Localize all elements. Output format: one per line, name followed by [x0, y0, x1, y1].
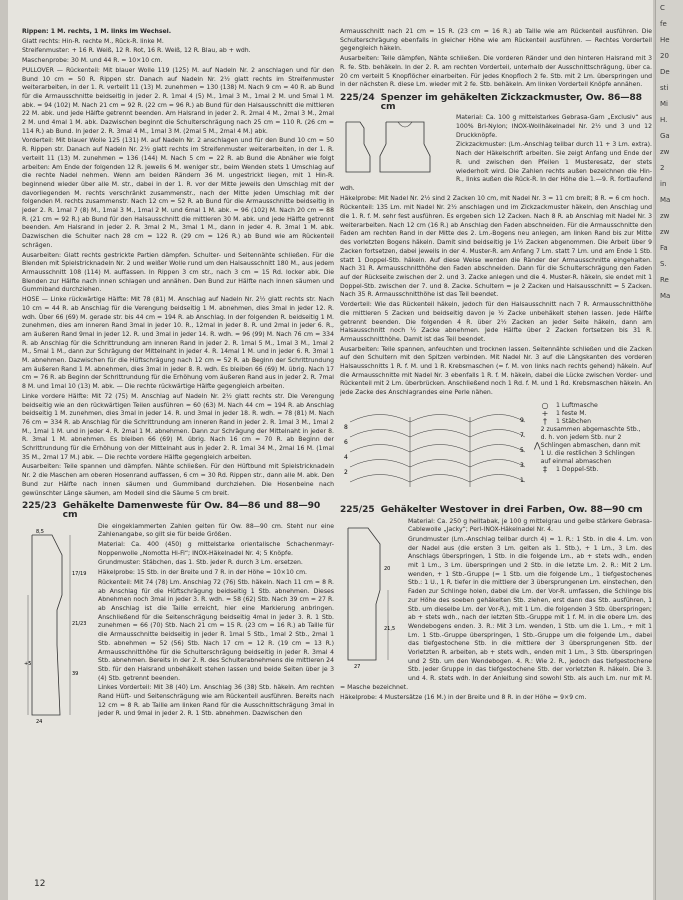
edge-text: Ga	[660, 132, 670, 140]
spenzer-schematic-drawing	[340, 116, 450, 178]
legend-symbol: †	[543, 416, 547, 426]
page-number: 12	[34, 879, 46, 889]
text-vest-linkes: Linkes Vorderteil: Mit 38 (40) Lm. Anschlag 36 (38) Stb. häkeln. Am rechten Rand Hüft- und Seitenschrägung wie am Rückenteil ausführen. Bereits nach 12 cm = 8 R. ab Taille am linken Rand für die Ausschnittschrägung 3mal in jeder R. und 9mal in jeder 2. R. 1 Stb. abnehmen. Dazwischen den	[98, 684, 334, 718]
vest-label-a: 17/19	[72, 570, 87, 577]
spenzer-schematic	[340, 116, 450, 182]
edge-text: De	[660, 68, 670, 76]
text-vest-intro: Die eingeklammerten Zahlen gelten für Ow. 88—90 cm. Steht nur eine Zahlenangabe, so gilt sie für beide Größen.	[98, 522, 334, 539]
legend-symbol: ○	[541, 400, 549, 410]
heading-225-24	[340, 91, 652, 112]
vest-label-d: +5	[24, 660, 32, 667]
edge-text: zw	[660, 228, 670, 236]
edge-text: 20	[660, 52, 669, 60]
edge-text: He	[660, 36, 670, 44]
edge-text: Fa	[660, 244, 668, 252]
vest-label-f: 8,5	[36, 528, 44, 535]
edge-text: zw	[660, 148, 670, 156]
legend-stb	[534, 418, 646, 426]
vest-label-e: 24	[36, 718, 43, 725]
legend-fm	[534, 410, 646, 418]
edge-text: Re	[660, 276, 669, 284]
text-glatt: Glatt rechts: Hin-R. rechte M., Rück-R. linke M.	[22, 37, 164, 45]
para-rippen: Rippen: 1 M. rechts, 1 M. links im Wechsel.	[22, 28, 172, 35]
text-vest-ruecken: Rückenteil: Mit 74 (78) Lm. Anschlag 72 (76) Stb. häkeln. Nach 11 cm = 8 R. ab Anschlag für die Hüftschrägung beidseitig 1 Stb. abnehmen. Dieses Abnehmen noch 3mal in jeder 3. R. wdh. = 58 (62) Stb. Nach 39 cm = 27 R. ab Anschlag ist die Taille erreicht, hier eine Markierung anbringen. Anschließend für die Seitenschrägung beidseitig 4mal in jeder 3. R. 1 Stb. zunehmen = 66 (70) Stb. Nach 21 cm = 15 R. (23 cm = 16 R.) ab Taille für die Armausschnitte beidseitig in jeder R. 1mal 5 Stb., 1mal 2 Stb., 2mal 1 Stb. abnehmen = 52 (56) Stb. Nach 17 cm = 12 R. (19 cm = 13 R.) Armausschnitthöhe für die Schulterschrägung beidseitig in jeder R. 3mal 4 Stb. abnehmen. Bereits in der 2. R. des Schulterabnehmens die mittleren 24 Stb. für den Halsrand unbehäkelt stehen lassen und beide Seiten über je 3 (4) Stb. getrennt beenden.	[98, 578, 334, 682]
edge-text: Ma	[660, 196, 671, 204]
heading-225-23	[22, 502, 334, 519]
westover-label-a: 27	[354, 663, 361, 670]
pattern-number: 225/23	[22, 501, 57, 512]
text-linke-vordere: Linke vordere Hälfte: Mit 72 (75) M. Anschlag auf Nadeln Nr. 2½ glatt rechts str. Die Verengung beidseitig wie an den rückwärtigen Teilen ausführen = 60 (63) M. Nach 44 cm = 194 R. ab Anschlag beidseitig 1 M. zunehmen, dies 3mal in jeder 14. R. und 3mal in jeder 18. R. wdh. = 78 (81) M. Nach 76 cm = 334 R. ab Anschlag für die Schrittrundung am inneren Rand in jeder 2. R. 1mal 3 M., 1mal 2 M., 1mal 1 M. und in jeder 4. R. 2mal 1 M. abnehmen. Dann zur Schrägung der Mittelnaht in jeder 8. R. 3mal 1 M. abnehmen. Es bleiben 66 (69) M. übrig. Nach 16 cm = 70 R. ab Beginn der Schrittrundung für die Erhöhung von der Mittelnaht aus in jeder 2. R. 1mal 34 M., 2mal 16 M. (1mal 35 M., 2mal 17 M.) abk. — Die rechte vordere Hälfte gegengleich arbeiten.	[22, 392, 334, 461]
pattern-number: 225/25	[340, 504, 375, 515]
chart-row-7: 7	[520, 431, 524, 439]
legend-lm	[534, 402, 646, 410]
legend-symbol: ‡	[543, 464, 547, 474]
edge-text: sti	[660, 84, 669, 92]
chart-legend	[534, 402, 646, 502]
text-spenzer-probe: Häkelprobe: Mit Nadel Nr. 2½ sind 2 Zacken 10 cm, mit Nadel Nr. 3 = 11 cm breit; 8 R. = 6 cm hoch.	[340, 194, 650, 202]
text-vest-continued: Armausschnitt nach 21 cm = 15 R. (23 cm = 16 R.) ab Taille wie am Rückenteil ausführen. Die Schulterschrägung ebenfalls in gleicher Höhe wie am Rückenteil ausführen. — Rechtes Vorderteil gegengleich häkeln.	[340, 28, 652, 53]
edge-text: fe	[660, 20, 667, 28]
right-column	[340, 28, 652, 703]
legend-label: 2 zusammen abgemaschte Stb., d. h. von jedem Stb. nur 2 Schlingen abmaschen, dann mit 1 U. die restlichen 3 Schlingen auf einmal abmaschen	[540, 425, 641, 465]
magazine-page	[8, 0, 653, 900]
pattern-title: Spenzer im gehäkelten Zickzackmuster, Ow. 86—88 cm	[380, 91, 642, 112]
edge-text: 2	[660, 164, 665, 172]
text-ausarbeiten-1: Ausarbeiten: Glatt rechts gestrickte Partien dämpfen. Schulter- und Seitennähte schließen. Für die Blenden mit Spielstricknadeln Nr. 2 und weißer Wolle rund um den Halsausschnitt 180 M., aus jedem Armausschnitt 108 (114) M. auffassen. In Rippen 3 cm str., nach 3 cm = 15 Rd. locker abk. Die Blenden zur Hälfte nach innen schlagen und annähen. Den Bund zur Hälfte nach innen säumen und Gummiband durchziehen.	[22, 251, 334, 294]
text-spenzer-zickzack: Zickzackmuster: (Lm.-Anschlag teilbar durch 11 + 3 Lm. extra). Nach der Häkelschrift arbeiten. Sie zeigt Anfang und Ende der R. und zwischen den Pfeilen 1 Musteresatz, der stets wiederholt wird. Die Zahlen rechts außen bezeichnen die Hin-R., links außen die Rück-R. In der Höhe die 1.—9. R. fortlaufend wdh.	[340, 141, 652, 192]
vest-schematic	[22, 525, 92, 729]
legend-zus	[534, 426, 646, 466]
legend-label: 1 Stäbchen	[556, 417, 592, 425]
vest-label-b: 21/23	[72, 620, 87, 627]
edge-text: in	[660, 180, 667, 188]
text-vest-grundmuster: Grundmuster: Stäbchen, das 1. Stb. jeder R. durch 3 Lm. ersetzen.	[98, 559, 303, 567]
legend-label: 1 Luftmasche	[556, 401, 598, 409]
pattern-title: Gehäkelte Damenweste für Ow. 84—86 und 88—90 cm	[62, 500, 321, 520]
edge-text: C	[660, 4, 665, 12]
text-westover-probe: Häkelprobe: 4 Mustersätze (16 M.) in der Breite und 8 R. in der Höhe = 9×9 cm.	[340, 693, 587, 701]
chart-row-3: 3	[520, 461, 524, 469]
chart-row-5: 5	[520, 446, 524, 454]
edge-text: S.	[660, 260, 667, 268]
chart-row-8: 8	[344, 423, 348, 431]
text-pullover-ruecken: PULLOVER — Rückenteil: Mit blauer Wolle 119 (125) M. auf Nadeln Nr. 2 anschlagen und für den Bund 10 cm = 50 R. Rippen str. Danach auf Nadeln Nr. 2½ glatt rechts im Streifenmuster weiterarbeiten, in der 1. R. verteilt 11 (13) M. zunehmen = 130 (138) M. Nach 9 cm = 40 R. ab Bund für die Armausschnitte beidseitig in jeder 2. R. 1mal 4 (5) M., 1mal 3 M., 1mal 2 M. und 5mal 1 M. abk. = 94 (102) M. Nach 21 cm = 92 R. (22 cm = 96 R.) ab Bund für den Halsausschnitt die mittleren 22 M. abk. und jede Hälfte getrennt beenden. Am Halsrand in jeder 2. R. 2mal 4 M., 2mal 3 M., 2mal 2 M. und 4mal 1 M. abk. Dazwischen beginnt die Schulterschrägung nach 25 cm = 110 R. (26 cm = 114 R.) ab Bund. In jeder 2. R. 3mal 4 M., 1mal 3 M. (2mal 5 M., 2mal 4 M.) abk.	[22, 66, 334, 135]
legend-dstb	[534, 466, 646, 474]
edge-text: zw	[660, 212, 670, 220]
text-maschenprobe: Maschenprobe: 30 M. und 44 R. = 10×10 cm.	[22, 57, 163, 65]
text-ausarbeiten-2: Ausarbeiten: Teile spannen und dämpfen. Nähte schließen. Für den Hüftbund mit Spielstricknadeln Nr. 2 die Maschen am oberen Hosenrand auffassen, 6 cm = 30 Rd. Rippen str., dann alle M. abk. Den Bund zur Hälfte nach innen säumen und Gummiband durchziehen. Die Hosenbeine nach gewünschter Länge säumen, am Modell sind die Säume 5 cm breit.	[22, 463, 334, 497]
westover-label-c: 20	[384, 565, 391, 572]
westover-schematic	[340, 520, 402, 674]
text-spenzer-ruecken: Rückenteil: 135 Lm. mit Nadel Nr. 2½ anschlagen und im Zickzackmuster häkeln, den Anschlag und die 1. R. f. M. sehr fest ausführen. Es ergeben sich 12 Zacken. Nach 8 R. ab Anschlag mit Nadel Nr. 3 weiterarbeiten. Nach 12 cm (16 R.) ab Anschlag den Faden abschneiden. Für die Armausschnitte den Faden am rechten Rand in der Mitte des 2. Lm.-Bogens neu anlegen, am linken Rand bis zur Mitte des vorletzten Bogens häkeln. Damit sind beidseitig je 1½ Zacken abgenommen. Die Arbeit über 9 Zacken fortsetzen, dabei jeweils in der 4. Muster-R. am Anfang 7 Lm. statt 7 Lm. und am Ende 1 Stb. statt 1 Doppel-Stb. häkeln. Auf diese Weise werden die Ränder der Armausschnitte eingehalten. Nach 31 R. Armausschnitthöhe den Faden abschneiden. Dann für die Schulterschrägung den Faden auf der Rückseite zwischen der 2. und 3. Zacke anlegen und die 4. Muster-R. häkeln, sie endet mit 1 Doppel-Stb. zwischen der 7. und 8. Zacke. Schultern = je 2 Zacken und Halsausschnitt = 5 Zacken. Nach 35 R. Armausschnitthöhe ist das Teil beendet.	[340, 204, 652, 299]
text-spenzer-material: Material: Ca. 100 g mittelstarkes Gebrasa-Garn „Exclusiv“ aus 100% Bri-Nylon; INOX-Wollhäkelnadel Nr. 2½ und 3 und 12 Druckknöpfe.	[456, 114, 652, 139]
adjacent-page-edge	[655, 0, 683, 900]
heading-225-25	[340, 503, 652, 515]
edge-text: Ma	[660, 292, 671, 300]
legend-label: 1 feste M.	[556, 409, 587, 417]
text-spenzer-ausarbeiten: Ausarbeiten: Teile spannen, anfeuchten und trocknen lassen. Seitennähte schließen und die Zacken auf den Schultern mit den Spitzen verbinden. Mit Nadel Nr. 3 auf die Längskanten des vorderen Halsausschnitts 1 R. f. M. und 1 R. Krebsmaschen (= f. M. von links nach rechts gehend) häkeln. Auf die Armausschnitte mit Nadel Nr. 3 ebenfalls 1 R. f. M. häkeln, dabei die Lücke zwischen Vorder- und Rückenteil mit 2 Lm. überbrücken. Anschließend noch 1 Rd. f. M. und 1 Rd. Krebsmaschen häkeln. An jede Zacke des Anschlagrandes eine Perle nähen.	[340, 345, 652, 397]
text-westover-grund: Grundmuster (Lm.-Anschlag teilbar durch 4) = 1. R.: 1 Stb. in die 4. Lm. von der Nadel aus (die ersten 3 Lm. gelten als 1. Stb.), + 1 Lm., 3 Lm. des Anschlags überspringen, 1 Stb. in die folgende Lm., ab + stets wdh., enden mit 1 Lm., 3 Lm. überspringen und 2 Stb. in die letzte Lm. 2. R.: Mit 2 Lm. wenden, + 1 Stb.-Gruppe (= 1 Stb. um die folgende Lm., 1 tiefgestochenes Stb.: 1 U., 1 R. tiefer in die mittlere der 3 übersprungenen Lm. einstechen, den Faden zur Schlinge holen, dabei die Lm. der Vor-R. umfassen, die Schlinge bis zur Höhe des soeben gehäkelten Stb. ziehen, erst dann das Stb. ausführen, 1 Stb. um dieselbe Lm. der Vor-R.), mit 1 Lm. die folgenden 3 Stb. überspringen; ab + stets wdh., nach der letzten Stb.-Gruppe mit 1 f. M. in die obere Lm. des Wendebogens enden. 3. R.: Mit 3 Lm. wenden, 1 Stb. um die 1. Lm., + mit 1 Lm. 1 Stb.-Gruppe überspringen, 1 Stb.-Gruppe um die folgende Lm., dabei das tiefgestochene Stb. in die mittlere der 3 übersprungenen Stb. der Vorletzten R. arbeiten, ab + stets wdh., enden mit 1 Lm., 3 Stb. überspringen und 2 Stb. um den Wendebogen. 4. R.: Wie 2. R., jedoch das tiefgestochene Stb. jeder Gruppe in das tiefgestochene Stb. der vorletzten R. häkeln. Die 3. und 4. R. stets wdh. In der Anleitung sind sowohl Stb. als auch Lm. nur mit M. = Masche bezeichnet.	[340, 535, 652, 691]
vest-label-c: 39	[72, 670, 79, 677]
legend-symbol: +	[541, 408, 549, 418]
chart-row-9: 9	[520, 416, 524, 424]
text-westover-material: Material: Ca. 250 g helltabak, je 100 g mittelgrau und gelbe stärkere Gebrasa-Cablewolle „Jacky“; Perl-INOX-Häkelnadel Nr. 4.	[408, 517, 652, 534]
text-vest-probe: Häkelprobe: 15 Stb. in der Breite und 7 R. in der Höhe = 10×10 cm.	[98, 569, 308, 577]
text-vorderteil: Vorderteil: Mit blauer Wolle 125 (131) M. auf Nadeln Nr. 2 anschlagen und für den Bund 10 cm = 50 R. Rippen str. Danach auf Nadeln Nr. 2½ glatt rechts im Streifenmuster weiterarbeiten, in der 1. R. verteilt 11 (13) M. zunehmen = 136 (144) M. Nach 5 cm = 22 R. ab Bund die Abnäher wie folgt arbeiten: Am Ende der folgenden 12 R. jeweils 6 M. weniger str., beim Wenden stets 1 Umschlag auf die rechte Nadel nehmen. Wenn am beiden Rändern 36 M. ungestrickt liegen, mit 1 Hin-R. beginnend wieder über alle M. str., dabei in der 1. R. vor der Mitte jeweils den Umschlag mit der davorliegenden M. rechts verschränkt zusammenstr., nach der Mitte jeden Umschlag mit der folgenden M. rechts zusammenstr. Nach 12 cm = 52 R. ab Bund für die Armausschnitte beidseitig in jeder 2. R. 1mal 7 (8) M., 1mal 3 M., 1mal 2 M. und 6mal 1 M. abk. = 96 (102) M. Nach 20 cm = 88 R. (21 cm = 92 R.) ab Bund für den Halsausschnitt die mittleren 30 M. abk. und jede Hälfte getrennt beenden. Am Halsrand in jeder 2. R. 3mal 2 M., 3mal 1 M., dann in jeder 4. R. 3mal 1 M. abk. Dazwischen die Schulter nach 28 cm = 122 R. (29 cm = 126 R.) ab Bund wie am Rückenteil schrägen.	[22, 137, 334, 249]
text-rippen	[22, 28, 334, 37]
legend-label: 1 Doppel-Stb.	[556, 465, 599, 473]
legend-symbol: ⋀	[534, 440, 541, 450]
text-streifen: Streifenmuster: + 16 R. Weiß, 12 R. Rot, 16 R. Weiß, 12 R. Blau, ab + wdh.	[22, 47, 251, 55]
text-spenzer-vorder: Vorderteil: Wie das Rückenteil häkeln, jedoch für den Halsausschnitt nach 7 R. Armausschnitthöhe die mittleren 5 Zacken und beidseitig davon je ½ Zacke unbehäkelt stehen lassen. Jede Hälfte getrennt beenden. Die folgenden 4 R. über 2½ Zacken an jeder Seite häkeln, dann am Halsausschnitt noch ½ Zacke abnehmen. Jede Hälfte über 2 Zacken fortsetzen bis 31 R. Armausschnitthöhe. Damit ist das Teil beendet.	[340, 301, 652, 343]
westover-label-b: 21,5	[384, 625, 396, 632]
pattern-title: Gehäkelter Westover in drei Farben, Ow. 88—90 cm	[380, 503, 643, 515]
text-hose: HOSE — Linke rückwärtige Hälfte: Mit 78 (81) M. Anschlag auf Nadeln Nr. 2½ glatt rechts str. Nach 10 cm = 44 R. ab Anschlag für die Verengung beidseitig 1 M. abnehmen, dies 3mal in jeder 12. R. wdh. Über 66 (69) M. gerade str. bis 44 cm = 194 R. ab Anschlag. In der folgenden R. beidseitig 1 M. zunehmen, dies am inneren Rand 3mal in jeder 10. R., 12mal in jeder 8. R. und 2mal in jeder 6. R., am äußeren Rand 9mal in jeder 12. R. und 3mal in jeder 14. R. wdh. = 96 (99) M. Nach 76 cm = 334 R. ab Anschlag für die Schrittrundung am inneren Rand in jeder 2. R. 1mal 5 M., 1mal 3 M., 1mal 2 M., 5mal 1 M., dann zur Schrägung der Mittelnaht in jeder 4. R. 14mal 1 M. und in jeder 6. R. 3mal 1 M. abnehmen. Dazwischen für die Hüftschrägung nach 12 cm = 52 R. ab Beginn der Schrittrundung am äußeren Rand 1 M. abnehmen, dies 3mal in jeder 8. R. wdh. Es bleiben 66 (69) M. übrig. Nach 17 cm = 76 R. ab Beginn der Schrittrundung für die Erhöhung vom äußeren Rand aus in jeder 2. R. 7mal 8 M. und 1mal 10 (13) M. abk. — Die rechte rückwärtige Hälfte gegengleich arbeiten.	[22, 296, 334, 391]
edge-text: Mi	[660, 100, 668, 108]
pattern-number: 225/24	[340, 92, 375, 103]
chart-row-1: 1	[520, 476, 524, 484]
edge-text: H.	[660, 116, 668, 124]
left-column	[22, 28, 334, 730]
vest-schematic-drawing	[22, 525, 92, 725]
chart-row-6: 6	[344, 438, 348, 446]
text-vest-ausarbeiten: Ausarbeiten: Teile dämpfen, Nähte schließen. Die vorderen Ränder und den hinteren Halsrand mit 3 R. fe. Stb. behäkeln. In der 2. R. am rechten Vorderteil, unterhalb der Ausschnittschrägung, über ca. 20 cm verteilt 5 Knopflöcher einarbeiten. Für jedes Knopfloch 2 fe. Stb. mit 2 Lm. überspringen und in der nächsten R. diese Lm. wieder mit 2 fe. Stb. behäkeln. Am linken Vorderteil Knöpfe annähen.	[340, 55, 652, 89]
westover-schematic-drawing	[340, 520, 402, 670]
chart-row-4: 4	[344, 453, 348, 461]
crochet-chart	[340, 402, 652, 502]
crochet-chart-drawing	[340, 402, 530, 502]
chart-row-2: 2	[344, 468, 348, 476]
text-vest-material: Material: Ca. 400 (450) g mittelstarke orientalische Schachenmayr-Noppenwolle „Nomotta Hi-Fi“; INOX-Häkelnadel Nr. 4; 5 Knöpfe.	[98, 541, 334, 557]
